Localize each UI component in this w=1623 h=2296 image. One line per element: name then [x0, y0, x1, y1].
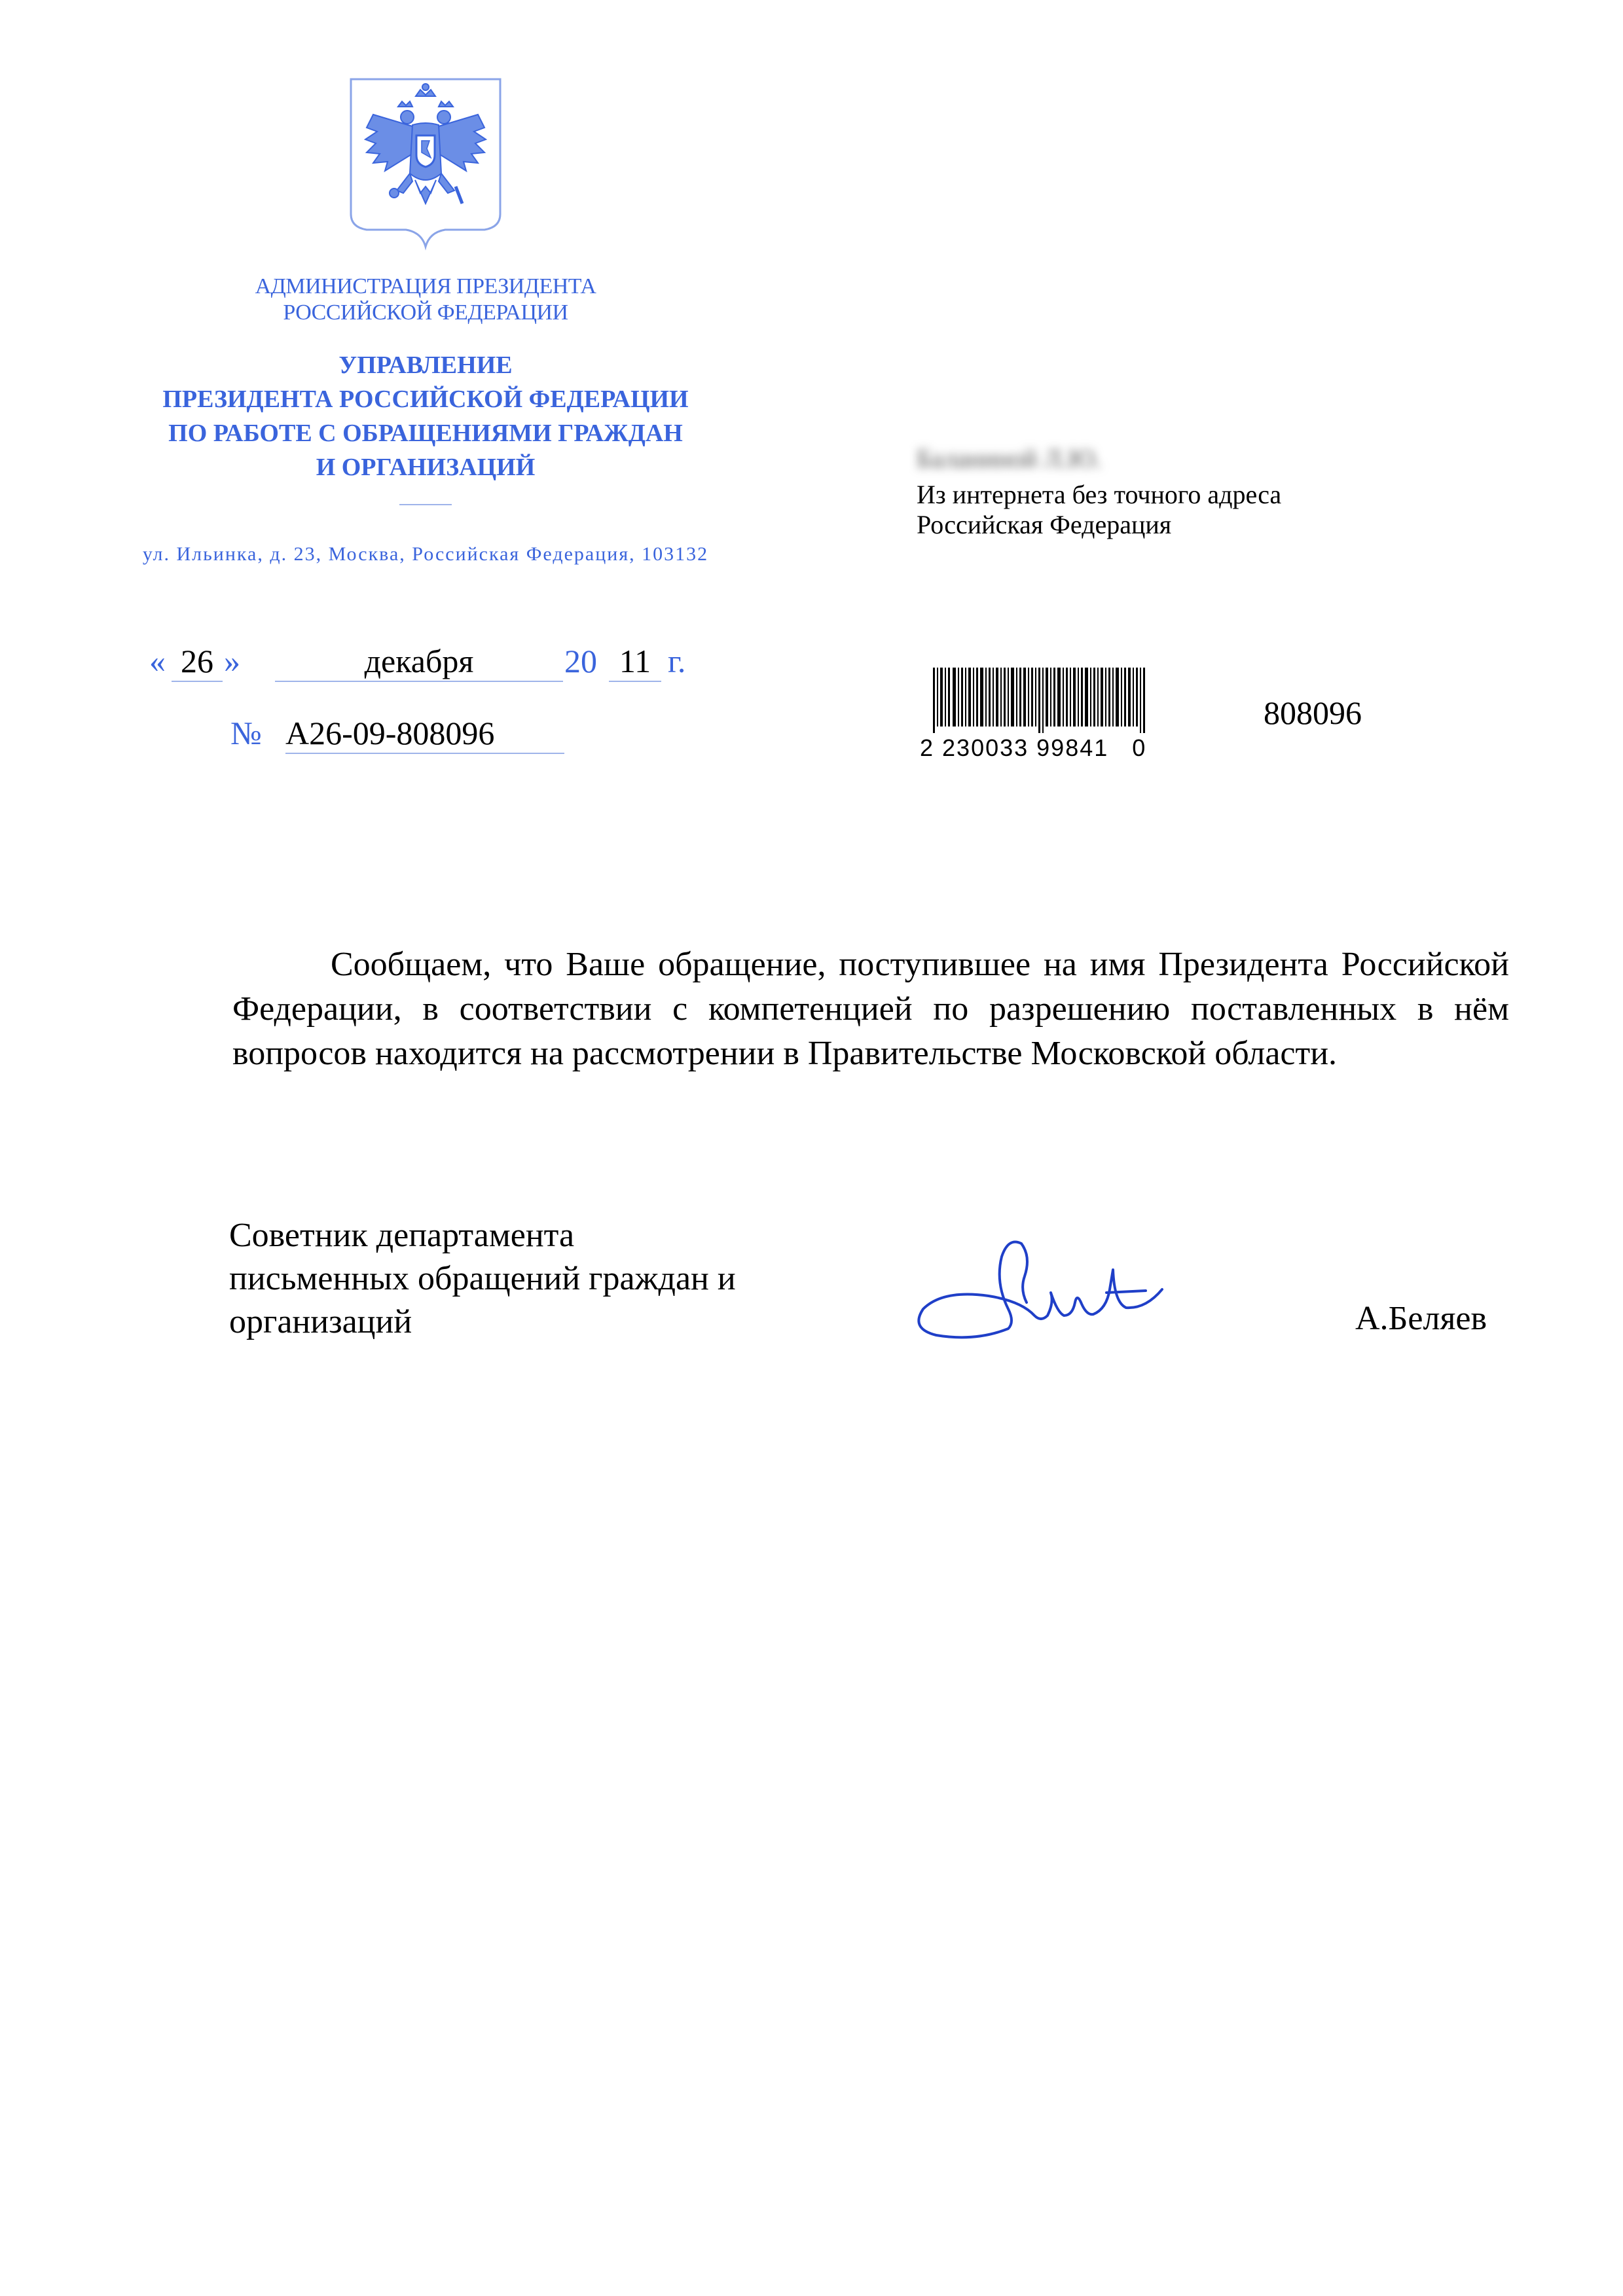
russian-coat-of-arms-icon: [347, 75, 504, 252]
body-paragraph: Сообщаем, что Ваше обращение, поступившее на имя Президента Российской Федерации, в соответствии с компетенцией по разрешению поставленных в нём вопросов находится на рассмотрении в Правительстве Московской области.: [232, 946, 1509, 1072]
date-day: 26: [172, 641, 223, 682]
coat-of-arms-emblem: [347, 75, 504, 252]
date-quote-close: »: [224, 643, 240, 679]
date-year-suffix: 11: [609, 641, 661, 682]
barcode-digits: 2 230033 99841 0: [920, 734, 1147, 761]
barcode: [933, 668, 1149, 733]
letterhead-divider: [399, 504, 452, 505]
date-quote-open: «: [149, 643, 166, 679]
date-year-mark: г.: [668, 643, 686, 679]
admin-name-line1: АДМИНИСТРАЦИЯ ПРЕЗИДЕНТА: [255, 274, 596, 298]
recipient-name-redacted: Баланиной Л.Ю.: [917, 444, 1102, 473]
recipient-line2: Российская Федерация: [917, 510, 1172, 539]
letterhead-address: ул. Ильинка, д. 23, Москва, Российская Федерация, 103132: [142, 543, 709, 565]
barcode-id: 808096: [1264, 694, 1362, 731]
dept-name-line3: ПО РАБОТЕ С ОБРАЩЕНИЯМИ ГРАЖДАН: [168, 420, 683, 447]
signer-title: [229, 1214, 736, 1344]
signer-title-line3: организаций: [229, 1303, 412, 1340]
reference-number-sign: №: [230, 715, 262, 751]
barcode-icon: [933, 668, 1149, 733]
reference-number: А26-09-808096: [285, 713, 564, 754]
signer-title-line1: Советник департамента: [229, 1217, 575, 1254]
dept-name-line1: УПРАВЛЕНИЕ: [338, 351, 513, 379]
dept-name-line4: И ОРГАНИЗАЦИЙ: [316, 454, 536, 481]
dept-name-line2: ПРЕЗИДЕНТА РОССИЙСКОЙ ФЕДЕРАЦИИ: [162, 386, 689, 413]
handwritten-signature: [910, 1230, 1205, 1348]
signer-name: А.Беляев: [1355, 1300, 1487, 1337]
date-year-prefix: 20: [564, 643, 597, 679]
signature-icon: [910, 1230, 1205, 1348]
signer-title-line2: письменных обращений граждан и: [229, 1260, 736, 1297]
recipient-line1: Из интернета без точного адреса: [917, 480, 1282, 509]
date-month: декабря: [275, 641, 563, 682]
admin-name-line2: РОССИЙСКОЙ ФЕДЕРАЦИИ: [283, 300, 568, 325]
